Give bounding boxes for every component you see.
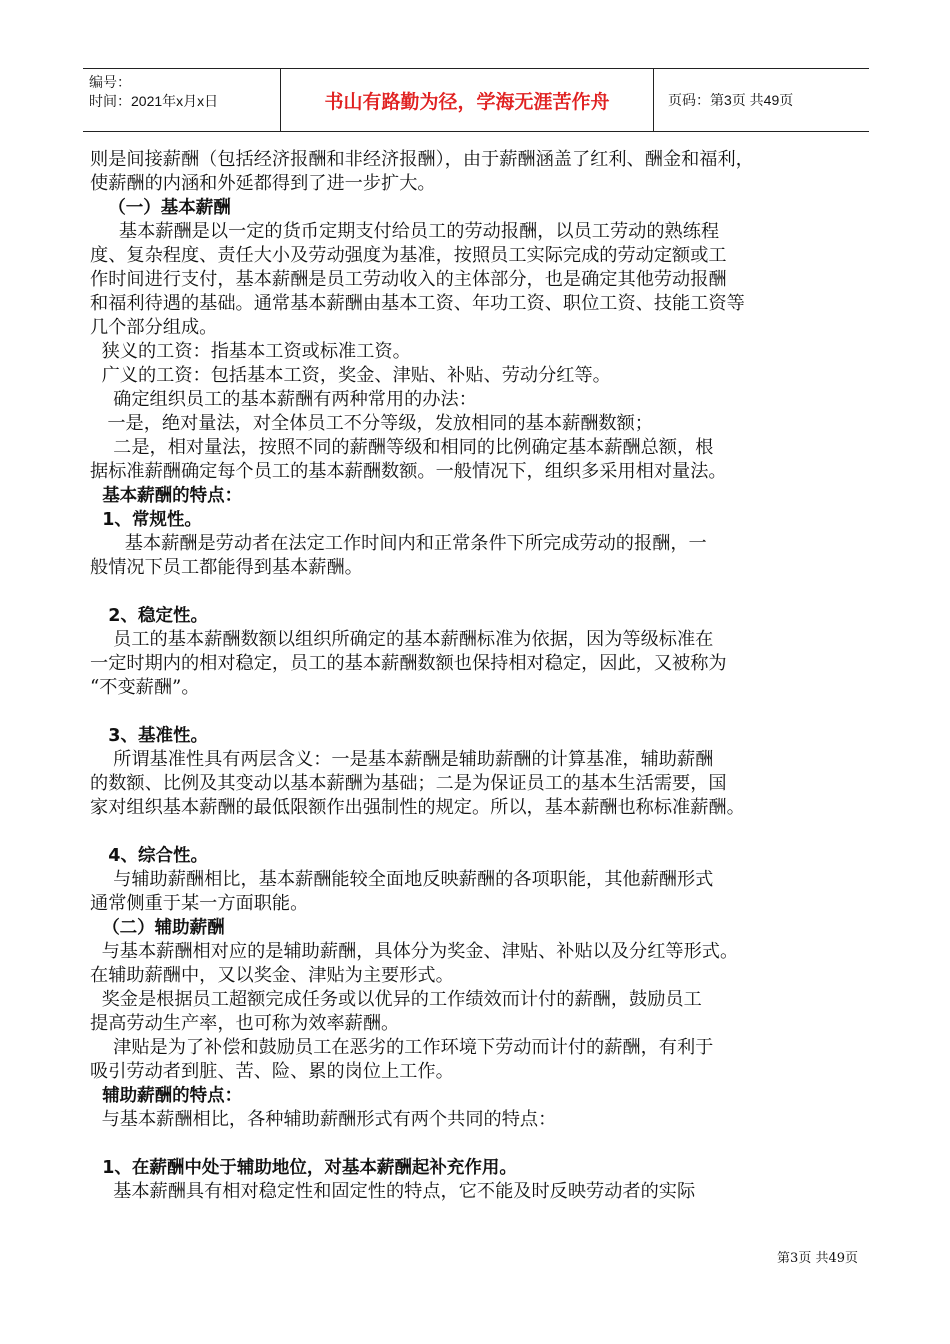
spacer [90,580,872,604]
time-label: 时间：2021年x月x日 [89,93,219,109]
text-line: 吸引劳动者到脏、苦、险、累的岗位上工作。 [90,1061,454,1082]
section-heading: （二）辅助薪酬 [90,918,225,938]
text-line: 与基本薪酬相比，各种辅助薪酬形式有两个共同的特点： [90,1109,557,1130]
text-line: 确定组织员工的基本薪酬有两种常用的办法： [90,389,477,410]
subheading: 2、稳定性。 [90,606,208,626]
text-line: 在辅助薪酬中，又以奖金、津贴为主要形式。 [90,965,454,986]
subheading: 3、基准性。 [90,726,208,746]
text-line: 奖金是根据员工超额完成任务或以优异的工作绩效而计付的薪酬，鼓励员工 [90,989,702,1010]
text-line: 广义的工资：包括基本工资，奖金、津贴、补贴、劳动分红等。 [90,365,611,386]
text-line: 一定时期内的相对稳定，员工的基本薪酬数额也保持相对稳定，因此，又被称为 [90,653,727,674]
text-line: 与基本薪酬相对应的是辅助薪酬，具体分为奖金、津贴、补贴以及分红等形式。 [90,941,739,962]
text-line: 几个部分组成。 [90,317,218,338]
spacer [90,820,872,844]
header-motto: 书山有路勤为径，学海无涯苦作舟 [281,69,654,131]
subheading: 辅助薪酬的特点： [90,1086,243,1106]
text-line: 据标准薪酬确定每个员工的基本薪酬数额。一般情况下，组织多采用相对量法。 [90,461,727,482]
code-label: 编号： [89,74,131,90]
document-body [90,148,872,1204]
text-line: 作时间进行支付，基本薪酬是员工劳动收入的主体部分，也是确定其他劳动报酬 [90,269,727,290]
spacer [90,700,872,724]
text-line: 与辅助薪酬相比，基本薪酬能较全面地反映薪酬的各项职能，其他薪酬形式 [90,869,714,890]
text-line: 和福利待遇的基础。通常基本薪酬由基本工资、年功工资、职位工资、技能工资等 [90,293,745,314]
text-line: 津贴是为了补偿和鼓励员工在恶劣的工作环境下劳动而计付的薪酬，有利于 [90,1037,714,1058]
subheading: 基本薪酬的特点： [90,486,243,506]
subheading: 4、综合性。 [90,846,208,866]
subheading: 1、在薪酬中处于辅助地位，对基本薪酬起补充作用。 [90,1158,517,1178]
text-line: 基本薪酬是以一定的货币定期支付给员工的劳动报酬，以员工劳动的熟练程 [90,221,720,242]
text-line: 提高劳动生产率，也可称为效率薪酬。 [90,1013,400,1034]
text-line: 般情况下员工都能得到基本薪酬。 [90,557,363,578]
text-line: 基本薪酬是劳动者在法定工作时间内和正常条件下所完成劳动的报酬，一 [90,533,707,554]
text-line: 通常侧重于某一方面职能。 [90,893,309,914]
header-meta-cell [83,69,281,131]
spacer [90,1132,872,1156]
text-line: 家对组织基本薪酬的最低限额作出强制性的规定。所以，基本薪酬也称标准薪酬。 [90,797,745,818]
text-line: 一是，绝对量法，对全体员工不分等级，发放相同的基本薪酬数额； [90,413,653,434]
page-header [83,68,869,132]
text-line: 二是，相对量法，按照不同的薪酬等级和相同的比例确定基本薪酬总额，根 [90,437,714,458]
text-line: 则是间接薪酬（包括经济报酬和非经济报酬），由于薪酬涵盖了红利、酬金和福利， [90,149,754,170]
text-line: 的数额、比例及其变动以基本薪酬为基础；二是为保证员工的基本生活需要，国 [90,773,727,794]
text-line: 基本薪酬具有相对稳定性和固定性的特点，它不能及时反映劳动者的实际 [90,1181,696,1202]
header-page-info: 页码：第3页 共49页 [668,92,794,108]
text-line: 狭义的工资：指基本工资或标准工资。 [90,341,411,362]
section-heading: （一）基本薪酬 [90,198,231,218]
page-footer: 第3页 共49页 [777,1251,858,1266]
text-line: “不变薪酬”。 [90,677,200,698]
text-line: 使薪酬的内涵和外延都得到了进一步扩大。 [90,173,436,194]
text-line: 员工的基本薪酬数额以组织所确定的基本薪酬标准为依据，因为等级标准在 [90,629,714,650]
text-line: 所谓基准性具有两层含义：一是基本薪酬是辅助薪酬的计算基准，辅助薪酬 [90,749,714,770]
subheading: 1、常规性。 [90,510,202,530]
text-line: 度、复杂程度、责任大小及劳动强度为基准，按照员工实际完成的劳动定额或工 [90,245,727,266]
